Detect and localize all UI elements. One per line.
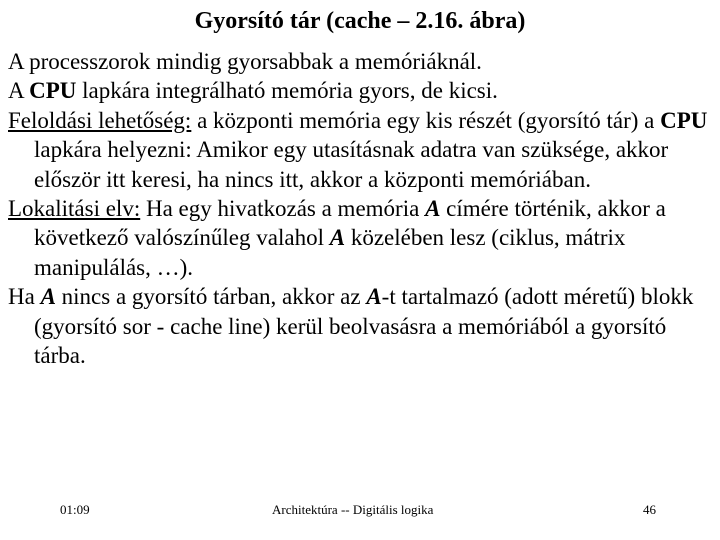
variable-a: A: [366, 284, 382, 310]
variable-a: A: [329, 225, 346, 251]
text-segment: címére történik, akkor a következő valószínűleg valahol: [34, 196, 666, 251]
cpu-term: CPU: [29, 78, 77, 104]
text-segment: Ha: [8, 284, 41, 310]
text-segment: nincs a gyorsító tárban, akkor az: [55, 284, 367, 310]
footer-page-number: 46: [643, 502, 656, 517]
paragraph-locality-principle: [8, 194, 714, 282]
footer-time: 01:09: [60, 502, 90, 517]
text-segment: lapkára integrálható memória gyors, de kicsi.: [76, 78, 498, 104]
slide-body: [8, 47, 714, 370]
text-segment: Ha egy hivatkozás a memória: [140, 196, 426, 222]
text-segment: lapkára helyezni: Amikor egy utasításnak adatra van szüksége, akkor először itt keresi, ha nincs itt, akkor a központi memóriában.: [34, 137, 669, 192]
solution-label: Feloldási lehetőség:: [8, 107, 192, 133]
text-segment: A: [8, 78, 30, 104]
footer-course-title: Architektúra -- Digitális logika: [272, 502, 434, 517]
text-segment: -t tartalmazó (adott méretű) blokk (gyorsító sor - cache line) kerül beolvasásra a memóriából a gyorsító tárba.: [34, 284, 694, 369]
locality-label: Lokalitási elv:: [8, 196, 141, 222]
variable-a: A: [40, 284, 56, 310]
cpu-term: CPU: [660, 107, 708, 133]
variable-a: A: [425, 196, 441, 222]
paragraph-solution: [8, 106, 714, 194]
paragraph-cache-miss: [8, 282, 714, 370]
text-segment: közelében lesz (ciklus, mátrix manipulálás, …).: [34, 225, 626, 280]
paragraph-cpu-memory: [8, 76, 714, 105]
text-segment: a központi memória egy kis részét (gyorsító tár) a: [191, 107, 661, 133]
slide-title: Gyorsító tár (cache – 2.16. ábra): [194, 8, 526, 34]
paragraph-processor-speed: A processzorok mindig gyorsabbak a memóriáknál.: [8, 49, 482, 74]
